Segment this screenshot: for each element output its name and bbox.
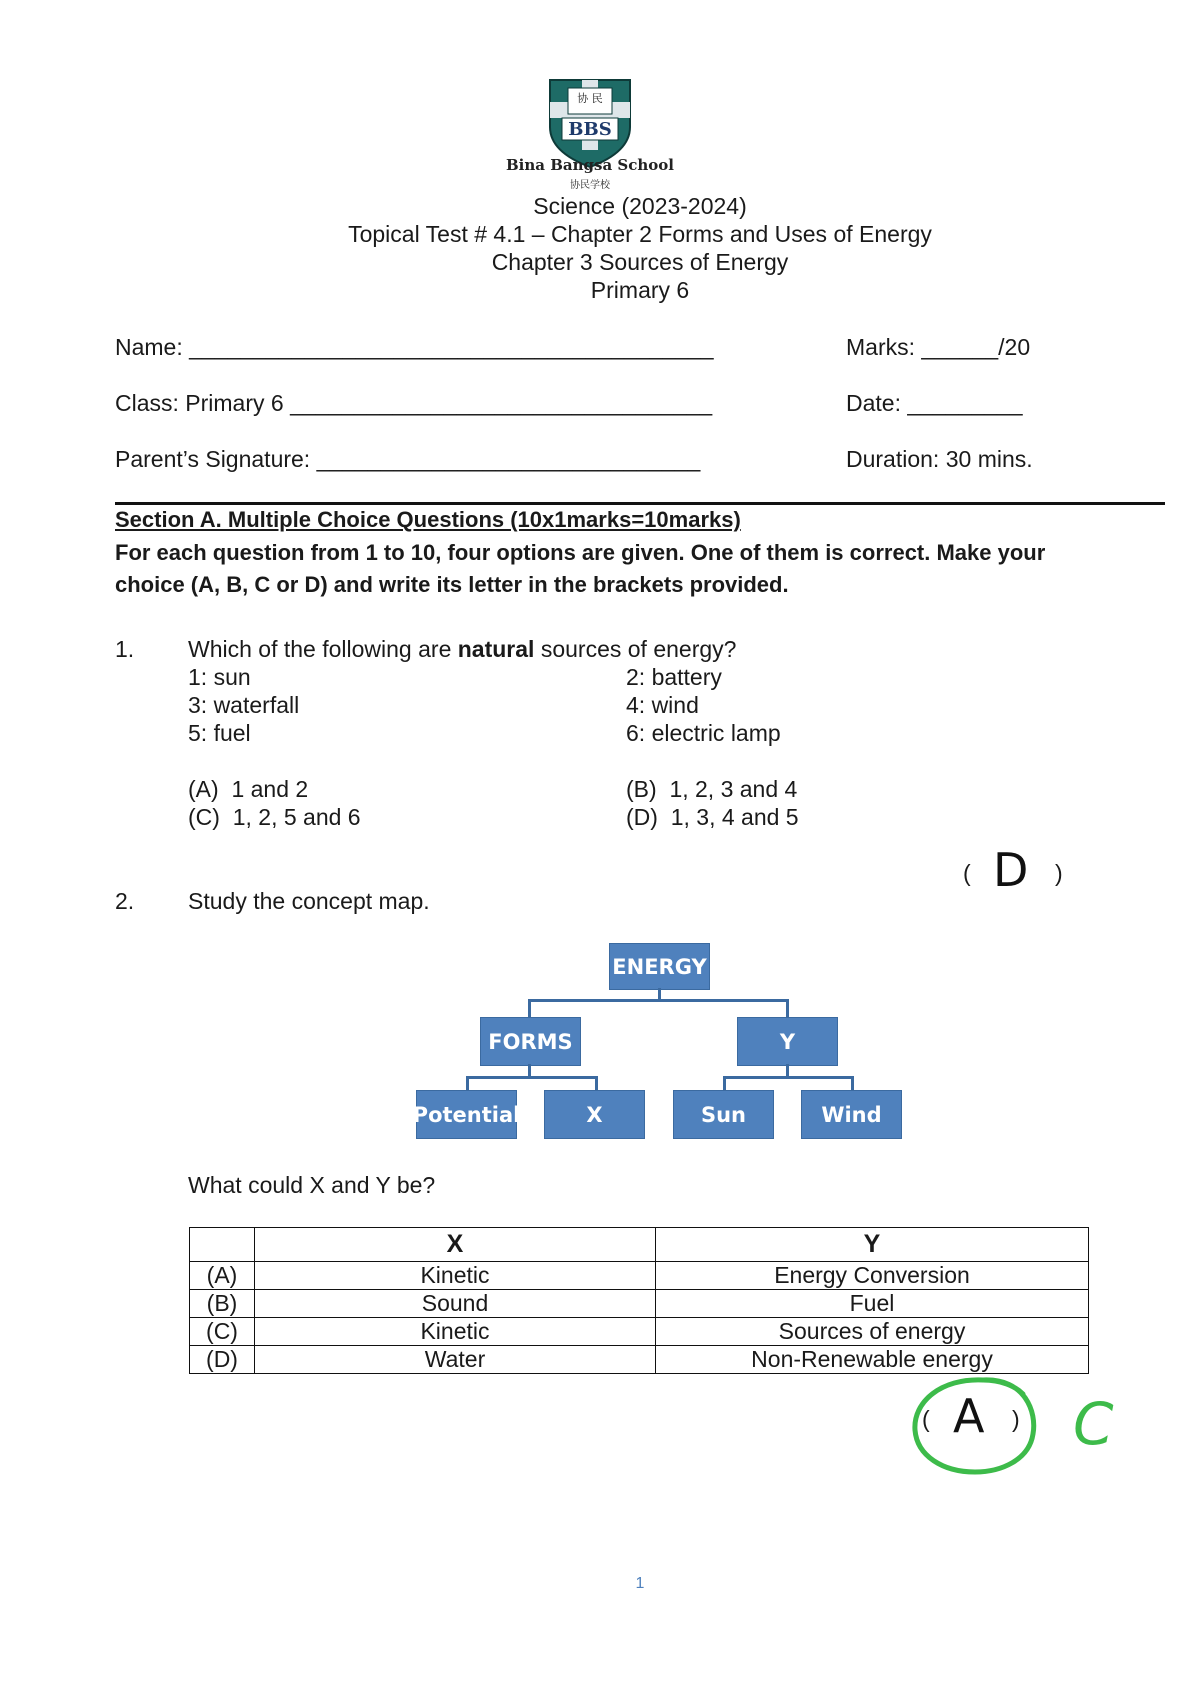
table-cell: Kinetic [255, 1262, 656, 1290]
chapter-title: Chapter 3 Sources of Energy [491, 249, 789, 275]
q2-correction: C [1073, 1390, 1114, 1458]
table-cell: Fuel [656, 1290, 1089, 1318]
q1-text: Which of the following are natural sources of energy? [188, 636, 737, 662]
cm-root: ENERGY [609, 943, 710, 990]
cm-leaf-x: X [544, 1090, 645, 1139]
cm-connector [528, 999, 531, 1017]
q2-handwritten-answer: A [953, 1389, 985, 1443]
q1-number: 1. [115, 636, 135, 662]
duration-field: Duration: 30 mins. [846, 446, 1033, 472]
school-name-cn: 协民学校 [570, 180, 610, 191]
cm-y: Y [737, 1017, 838, 1066]
table-cell: Kinetic [255, 1318, 656, 1346]
school-name: Bina Bangsa School [506, 156, 674, 174]
table-row [190, 1262, 1089, 1290]
cm-leaf-wind: Wind [801, 1090, 902, 1139]
q1-item: 6: electric lamp [626, 720, 781, 746]
section-divider [115, 502, 1165, 505]
section-instructions-2: choice (A, B, C or D) and write its letter in the brackets provided. [115, 572, 789, 597]
q1-option-a: (A) 1 and 2 [188, 776, 309, 802]
table-row [190, 1318, 1089, 1346]
cm-connector [723, 1076, 726, 1090]
q1-option-c: (C) 1, 2, 5 and 6 [188, 804, 361, 830]
q1-option-b: (B) 1, 2, 3 and 4 [626, 776, 798, 802]
table-row [190, 1346, 1089, 1374]
cm-connector [466, 1076, 598, 1079]
name-field[interactable]: Name: _________________________________________ [115, 334, 714, 360]
table-cell: (D) [190, 1346, 255, 1374]
q1-item: 2: battery [626, 664, 722, 690]
q2-question: What could X and Y be? [188, 1172, 436, 1198]
table-cell: (B) [190, 1290, 255, 1318]
section-instructions-1: For each question from 1 to 10, four options are given. One of them is correct. Make your [115, 540, 1046, 565]
answer-table [189, 1227, 1089, 1374]
table-cell: (C) [190, 1318, 255, 1346]
q1-item: 3: waterfall [188, 692, 300, 718]
table-header: Y [656, 1228, 1089, 1262]
grade-level: Primary 6 [590, 277, 690, 303]
cm-leaf-sun: Sun [673, 1090, 774, 1139]
q2-answer-open: ( [922, 1406, 930, 1432]
q2-number: 2. [115, 888, 135, 914]
table-row [190, 1290, 1089, 1318]
q1-item: 4: wind [626, 692, 699, 718]
logo-initials: BBS [568, 119, 612, 140]
class-field[interactable]: Class: Primary 6 _________________________________ [115, 390, 713, 416]
q2-text: Study the concept map. [188, 888, 430, 914]
q1-item: 5: fuel [188, 720, 251, 746]
table-cell: Energy Conversion [656, 1262, 1089, 1290]
table-cell: Non-Renewable energy [656, 1346, 1089, 1374]
table-cell: Sound [255, 1290, 656, 1318]
table-header [190, 1228, 255, 1262]
cm-connector [786, 999, 789, 1017]
table-cell: (A) [190, 1262, 255, 1290]
parent-signature-field[interactable]: Parent’s Signature: ______________________________ [115, 446, 701, 472]
marks-field: Marks: ______/20 [846, 334, 1031, 360]
cm-connector [595, 1076, 598, 1090]
subject-year: Science (2023-2024) [533, 193, 747, 219]
cm-connector [528, 999, 789, 1002]
table-header-row [190, 1228, 1089, 1262]
cm-connector [851, 1076, 854, 1090]
cm-connector [466, 1076, 469, 1090]
q1-answer-close: ) [1055, 860, 1063, 886]
cm-connector [723, 1076, 854, 1079]
cm-leaf-potential: Potential [416, 1090, 517, 1139]
section-title: Section A. Multiple Choice Questions (10x1marks=10marks) [115, 507, 741, 532]
cm-forms: FORMS [480, 1017, 581, 1066]
q2-answer-close: ) [1012, 1406, 1020, 1432]
q1-option-d: (D) 1, 3, 4 and 5 [626, 804, 799, 830]
table-cell: Sources of energy [656, 1318, 1089, 1346]
table-cell: Water [255, 1346, 656, 1374]
q1-handwritten-answer: D [993, 843, 1029, 897]
table-header: X [255, 1228, 656, 1262]
page-number: 1 [635, 1575, 645, 1592]
q1-item: 1: sun [188, 664, 251, 690]
date-field[interactable]: Date: _________ [846, 390, 1023, 416]
test-title: Topical Test # 4.1 – Chapter 2 Forms and Uses of Energy [348, 221, 932, 247]
logo-chinese: 协 民 [577, 92, 603, 105]
q1-answer-open: ( [963, 860, 971, 886]
